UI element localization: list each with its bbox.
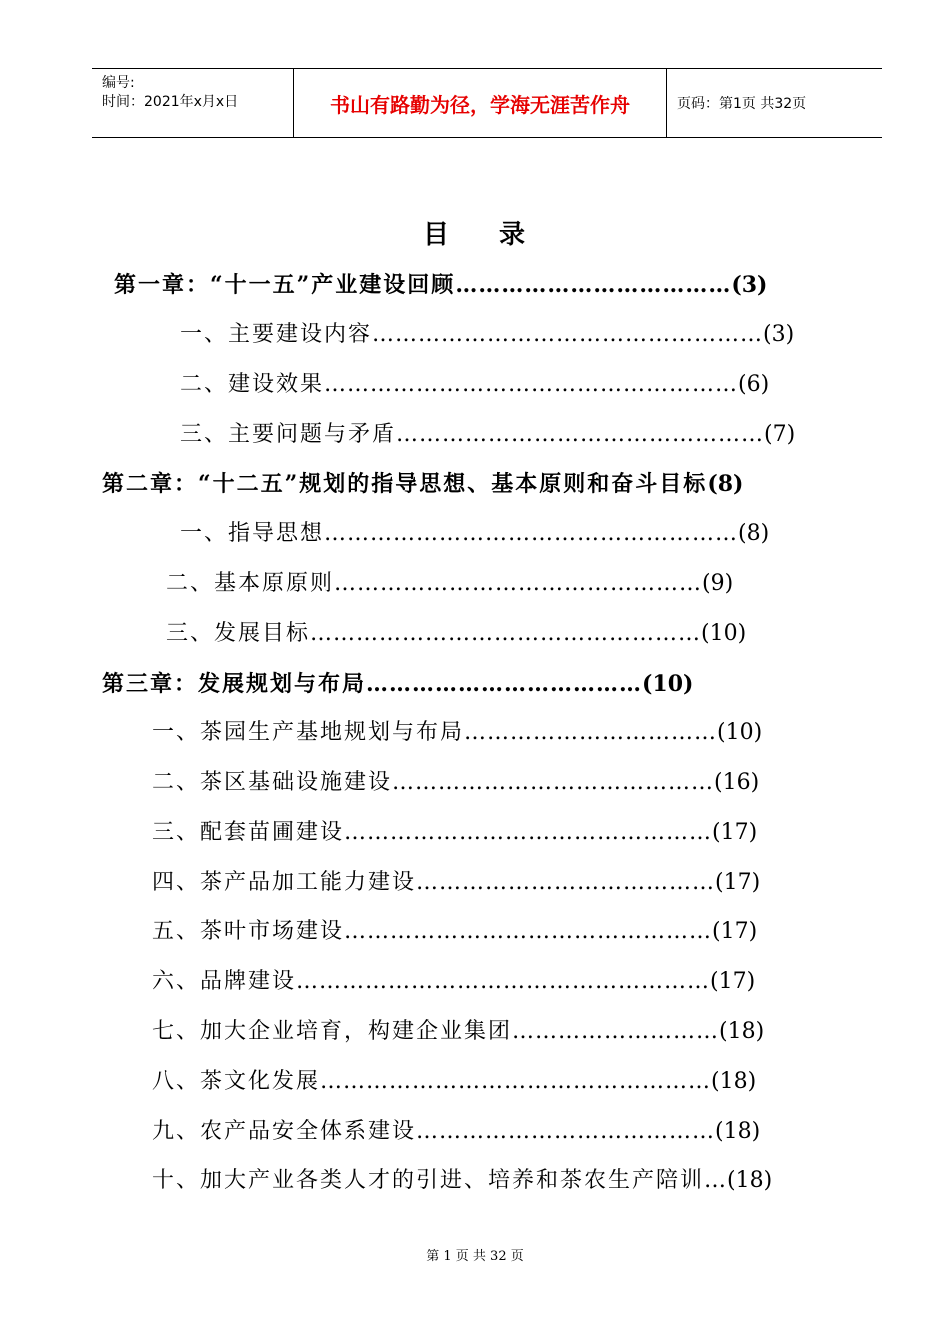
toc-entry-label: 八、茶文化发展	[152, 1069, 321, 1094]
toc-entry-label: 第一章：“十一五”产业建设回顾	[114, 272, 456, 298]
toc-title	[0, 214, 950, 251]
page-footer: 第 1 页 共 32 页	[426, 1249, 524, 1264]
toc-entry-label: 第二章：“十二五”规划的指导思想、基本原则和奋斗目标	[102, 471, 708, 497]
toc-entry-page: (18)	[715, 1119, 761, 1144]
toc-entry-label: 二、茶区基础设施建设	[152, 770, 393, 795]
toc-entry-page: (16)	[714, 770, 760, 795]
toc-entry-label: 二、基本原原则	[166, 571, 335, 596]
toc-entry-leader: …………………………………	[416, 870, 716, 895]
header-page-info: 页码：第1页 共32页	[677, 96, 807, 112]
toc-entry-leader: ………………………………………………	[324, 372, 739, 397]
toc-entry-leader: ……………………………	[464, 720, 718, 745]
toc-entry-page: (3)	[763, 322, 795, 347]
header-right-cell	[667, 69, 882, 137]
toc-entry-page: (7)	[764, 422, 796, 447]
header-left-cell	[92, 69, 294, 137]
toc-title-part2: 录	[499, 220, 528, 250]
toc-entry-leader: ………………………………	[366, 671, 643, 697]
toc-entry-leader: …………………………………………	[334, 571, 703, 596]
toc-entry[interactable]	[152, 766, 772, 800]
toc-entry-page: (10)	[642, 671, 694, 697]
toc-entry-label: 四、茶产品加工能力建设	[152, 870, 417, 895]
toc-entry-page: (8)	[738, 521, 770, 546]
toc-entry[interactable]	[102, 667, 782, 701]
toc-entry-page: (18)	[711, 1069, 757, 1094]
toc-entry-label: 二、建设效果	[180, 372, 325, 397]
toc-entry-leader: ……………………………………	[392, 770, 715, 795]
toc-entry[interactable]	[152, 1015, 772, 1049]
toc-entry[interactable]	[152, 816, 772, 850]
toc-entry-page: (6)	[738, 372, 770, 397]
toc-entry-leader: ………………………………	[455, 272, 732, 298]
toc-title-part1: 目	[422, 220, 451, 250]
toc-entry[interactable]	[166, 567, 776, 601]
toc-entry-page: (10)	[701, 621, 747, 646]
toc-entry-page: (17)	[712, 919, 758, 944]
toc-entry-page: (3)	[731, 272, 768, 298]
toc-entry[interactable]	[152, 1115, 772, 1149]
toc-entry[interactable]	[180, 368, 780, 402]
toc-entry[interactable]	[152, 1065, 772, 1099]
toc-entry-label: 三、配套苗圃建设	[152, 820, 345, 845]
header-motto: 书山有路勤为径，学海无涯苦作舟	[330, 93, 630, 117]
toc-entry[interactable]	[166, 617, 786, 651]
toc-entry[interactable]	[180, 418, 796, 452]
toc-entry[interactable]	[102, 467, 822, 501]
toc-entry-leader: …………………………………………	[344, 919, 713, 944]
toc-entry[interactable]	[152, 1164, 832, 1198]
toc-entry-label: 一、指导思想	[180, 521, 325, 546]
toc-entry-leader: ………………………………………………	[296, 969, 711, 994]
toc-entry-page: (8)	[707, 471, 744, 497]
toc-entry-label: 九、农产品安全体系建设	[152, 1119, 417, 1144]
toc-entry-page: (17)	[710, 969, 756, 994]
toc-entry[interactable]	[152, 866, 772, 900]
document-time-label: 时间：2021年x月x日	[102, 94, 239, 110]
toc-entry-leader: ……………………………………………	[320, 1069, 712, 1094]
toc-entry-label: 三、主要问题与矛盾	[180, 422, 397, 447]
toc-entry[interactable]	[152, 716, 772, 750]
toc-entry-leader: ……………………………………………	[310, 621, 702, 646]
toc-entry-page: (17)	[715, 870, 761, 895]
toc-entry[interactable]	[180, 517, 780, 551]
toc-entry[interactable]	[152, 915, 772, 949]
toc-entry-label: 五、茶叶市场建设	[152, 919, 345, 944]
toc-entry-label: 一、主要建设内容	[180, 322, 373, 347]
toc-entry-leader: ………………………	[512, 1019, 720, 1044]
toc-entry-leader: …………………………………	[416, 1119, 716, 1144]
toc-entry-leader: ……………………………………………	[372, 322, 764, 347]
toc-entry-label: 六、品牌建设	[152, 969, 297, 994]
toc-entry-leader: …………………………………………	[344, 820, 713, 845]
toc-entry-page: (9)	[702, 571, 734, 596]
document-number-label: 编号:	[102, 75, 135, 91]
toc-entry-page: (17)	[712, 820, 758, 845]
toc-entry[interactable]	[152, 965, 772, 999]
page-header	[92, 68, 882, 138]
toc-entry-label: 第三章：发展规划与布局	[102, 671, 367, 697]
toc-entry-page: (18)	[727, 1168, 773, 1193]
toc-entry-page: (10)	[717, 720, 763, 745]
toc-entry-label: 十、加大产业各类人才的引进、培养和茶农生产陪训	[152, 1168, 705, 1193]
header-middle-cell	[294, 69, 667, 137]
toc-entry-leader: …………………………………………	[396, 422, 765, 447]
toc-entry-label: 七、加大企业培育，构建企业集团	[152, 1019, 513, 1044]
toc-entry-label: 一、茶园生产基地规划与布局	[152, 720, 465, 745]
toc-entry-page: (18)	[719, 1019, 765, 1044]
toc-entry[interactable]	[114, 268, 804, 302]
toc-entry-leader: ………………………………………………	[324, 521, 739, 546]
toc-entry[interactable]	[180, 318, 795, 352]
toc-entry-leader: …	[704, 1168, 728, 1193]
toc-entry-label: 三、发展目标	[166, 621, 311, 646]
